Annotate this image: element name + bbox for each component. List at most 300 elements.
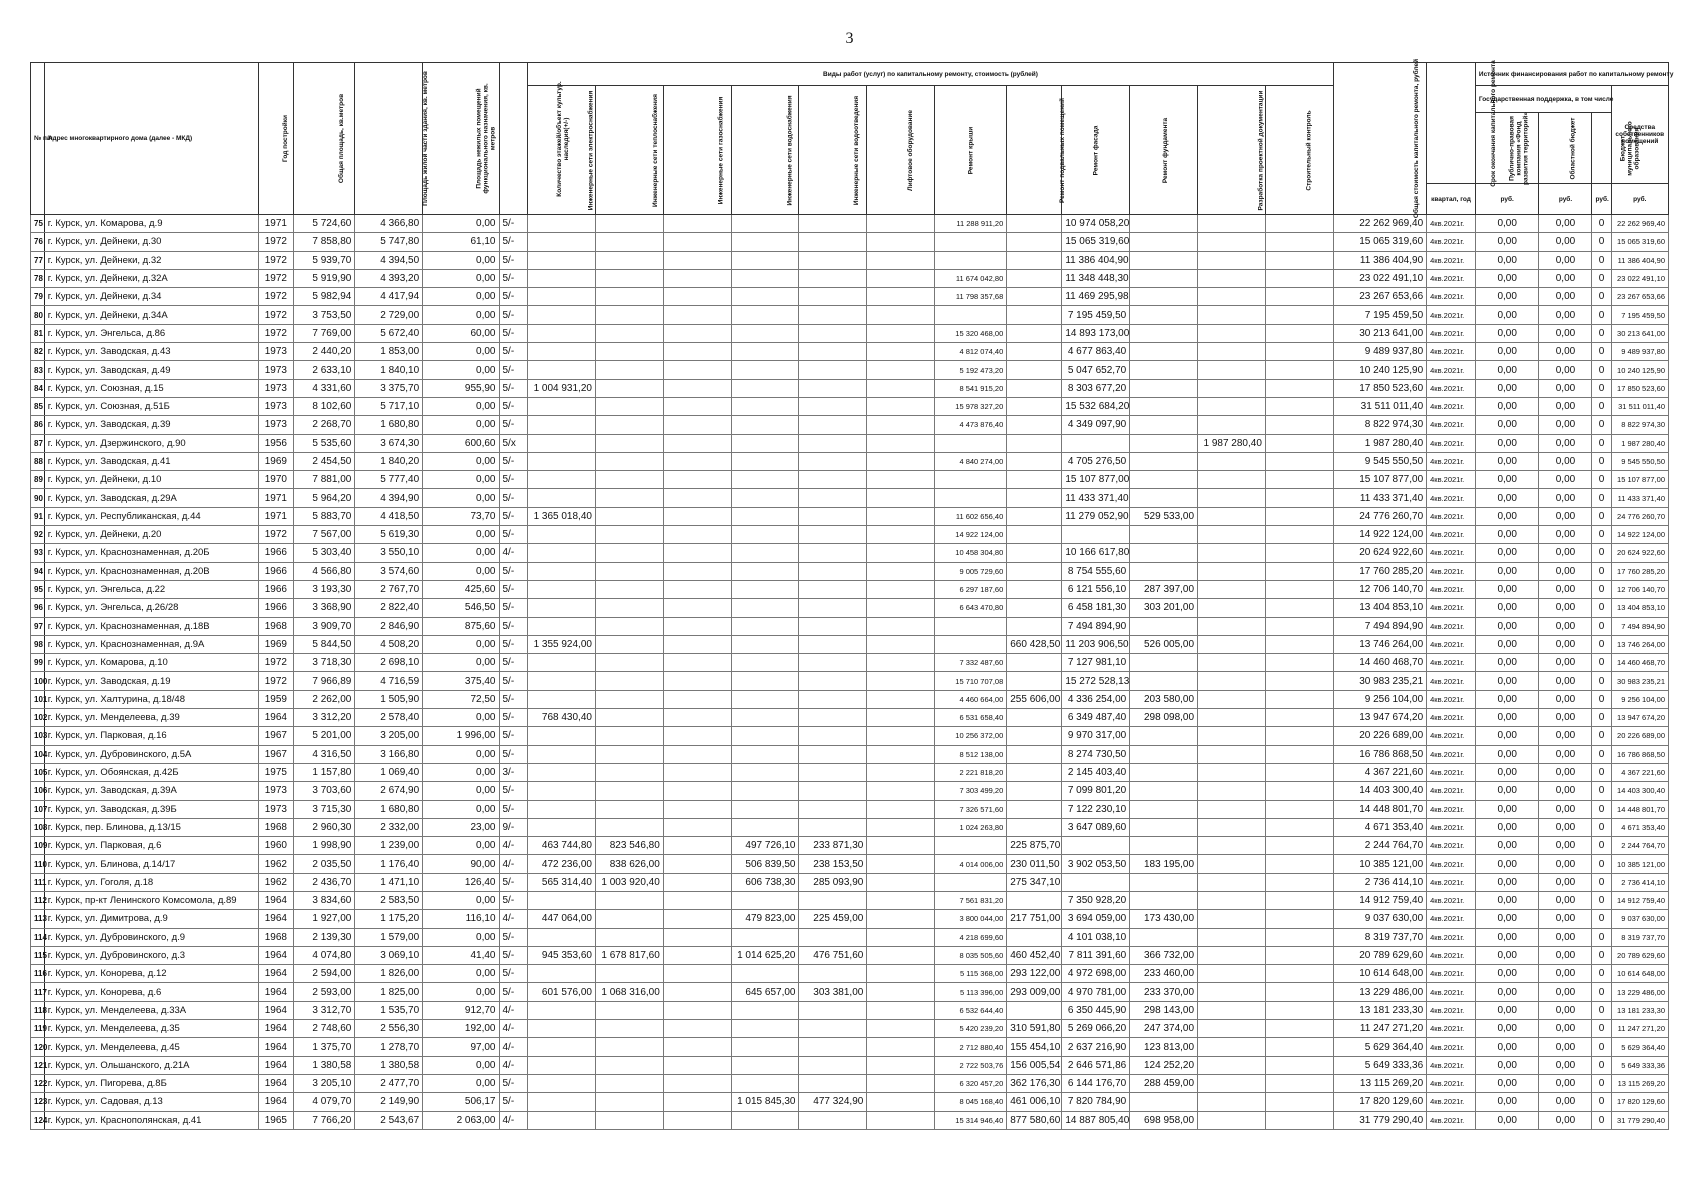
cell-addr: г. Курск, ул. Блинова, д.14/17 [44, 855, 258, 873]
cell-living: 1 826,00 [355, 965, 423, 983]
cell-obl: 0,00 [1539, 343, 1592, 361]
cell-mun: 0 [1592, 599, 1611, 617]
cell-lift [867, 562, 935, 580]
cell-fund: 0,00 [1475, 690, 1539, 708]
cell-own: 17 820 129,60 [1611, 1093, 1668, 1111]
cell-gas [663, 306, 731, 324]
cell-water [731, 1074, 799, 1092]
cell-addr: г. Курск, пр-кт Ленинского Комсомола, д.89 [44, 891, 258, 909]
cell-control [1265, 361, 1333, 379]
cell-year: 1972 [258, 288, 293, 306]
cell-control [1265, 946, 1333, 964]
cell-living: 2 543,67 [355, 1111, 423, 1129]
cell-basement [1007, 562, 1062, 580]
cell-obl: 0,00 [1539, 617, 1592, 635]
cell-elec [528, 526, 596, 544]
table-row [31, 544, 1669, 562]
cell-roof: 5 115 368,00 [935, 965, 1007, 983]
cell-own: 14 460 468,70 [1611, 654, 1668, 672]
cell-design [1198, 635, 1266, 653]
cell-year: 1964 [258, 1038, 293, 1056]
cell-lift [867, 452, 935, 470]
cell-no: 84 [31, 379, 45, 397]
cell-found: 298 098,00 [1130, 709, 1198, 727]
cell-no: 104 [31, 745, 45, 763]
cell-year: 1971 [258, 489, 293, 507]
cell-heat [595, 251, 663, 269]
cell-year: 1964 [258, 983, 293, 1001]
table-row [31, 690, 1669, 708]
cell-nonres: 23,00 [423, 818, 499, 836]
cell-term: 4кв.2021г. [1427, 324, 1476, 342]
cell-total: 5 201,00 [293, 727, 354, 745]
cell-addr: г. Курск, ул. Конорева, д.6 [44, 983, 258, 1001]
cell-obl: 0,00 [1539, 507, 1592, 525]
cell-living: 5 717,10 [355, 397, 423, 415]
cell-elec [528, 489, 596, 507]
cell-control [1265, 672, 1333, 690]
cell-nonres: 73,70 [423, 507, 499, 525]
cell-living: 2 149,90 [355, 1093, 423, 1111]
cell-term: 4кв.2021г. [1427, 306, 1476, 324]
cell-gas [663, 434, 731, 452]
cell-lift [867, 635, 935, 653]
cell-term: 4кв.2021г. [1427, 1111, 1476, 1129]
cell-own: 10 614 648,00 [1611, 965, 1668, 983]
cell-design [1198, 1093, 1266, 1111]
cell-heat [595, 526, 663, 544]
cell-gas [663, 763, 731, 781]
cell-heat [595, 324, 663, 342]
cell-mun: 0 [1592, 397, 1611, 415]
cell-found: 303 201,00 [1130, 599, 1198, 617]
cell-term: 4кв.2021г. [1427, 452, 1476, 470]
cell-floors: 5/- [499, 489, 528, 507]
cell-floors: 5/- [499, 452, 528, 470]
cell-addr: г. Курск, ул. Дзержинского, д.90 [44, 434, 258, 452]
cell-nonres: 1 996,00 [423, 727, 499, 745]
cell-sum: 17 760 285,20 [1333, 562, 1426, 580]
cell-year: 1973 [258, 800, 293, 818]
cell-found [1130, 416, 1198, 434]
cell-sewer [799, 544, 867, 562]
cell-found [1130, 379, 1198, 397]
cell-control [1265, 1111, 1333, 1129]
cell-mun: 0 [1592, 709, 1611, 727]
cell-nonres: 0,00 [423, 361, 499, 379]
cell-lift [867, 763, 935, 781]
unit-owners: руб. [1611, 184, 1668, 215]
cell-addr: г. Курск, ул. Заводская, д.43 [44, 343, 258, 361]
cell-fund: 0,00 [1475, 928, 1539, 946]
cell-found [1130, 471, 1198, 489]
cell-floors: 5/- [499, 379, 528, 397]
cell-control [1265, 562, 1333, 580]
cell-term: 4кв.2021г. [1427, 763, 1476, 781]
cell-own: 23 022 491,10 [1611, 269, 1668, 287]
cell-sewer [799, 1074, 867, 1092]
cell-lift [867, 434, 935, 452]
cell-no: 100 [31, 672, 45, 690]
cell-total: 2 593,00 [293, 983, 354, 1001]
cell-term: 4кв.2021г. [1427, 233, 1476, 251]
cell-term: 4кв.2021г. [1427, 709, 1476, 727]
cell-term: 4кв.2021г. [1427, 837, 1476, 855]
cell-found [1130, 928, 1198, 946]
cell-water [731, 343, 799, 361]
cell-mun: 0 [1592, 1020, 1611, 1038]
cell-fund: 0,00 [1475, 544, 1539, 562]
cell-nonres: 97,00 [423, 1038, 499, 1056]
cell-control [1265, 1038, 1333, 1056]
cell-living: 2 729,00 [355, 306, 423, 324]
col-floors: Количество этажей/объект культур. наследия(+/-) [555, 80, 570, 197]
cell-living: 2 674,90 [355, 782, 423, 800]
cell-facade: 11 279 052,90 [1062, 507, 1130, 525]
cell-lift [867, 855, 935, 873]
cell-year: 1971 [258, 215, 293, 233]
cell-found [1130, 891, 1198, 909]
cell-mun: 0 [1592, 489, 1611, 507]
cell-elec [528, 361, 596, 379]
cell-own: 5 629 364,40 [1611, 1038, 1668, 1056]
table-row [31, 910, 1669, 928]
table-row [31, 1038, 1669, 1056]
cell-year: 1968 [258, 818, 293, 836]
cell-living: 1 505,90 [355, 690, 423, 708]
cell-elec [528, 324, 596, 342]
cell-design [1198, 507, 1266, 525]
cell-term: 4кв.2021г. [1427, 489, 1476, 507]
cell-lift [867, 306, 935, 324]
cell-elec [528, 654, 596, 672]
cell-control [1265, 452, 1333, 470]
cell-mun: 0 [1592, 1111, 1611, 1129]
cell-total: 1 375,70 [293, 1038, 354, 1056]
cell-sewer [799, 654, 867, 672]
cell-facade: 2 637 216,90 [1062, 1038, 1130, 1056]
cell-addr: г. Курск, ул. Дейнеки, д.32А [44, 269, 258, 287]
cell-own: 16 786 868,50 [1611, 745, 1668, 763]
cell-heat [595, 617, 663, 635]
cell-found: 698 958,00 [1130, 1111, 1198, 1129]
cell-own: 23 267 653,66 [1611, 288, 1668, 306]
cell-roof: 11 674 042,80 [935, 269, 1007, 287]
cell-lift [867, 580, 935, 598]
cell-addr: г. Курск, ул. Менделеева, д.39 [44, 709, 258, 727]
cell-basement [1007, 928, 1062, 946]
cell-elec [528, 416, 596, 434]
cell-own: 13 947 674,20 [1611, 709, 1668, 727]
cell-sum: 13 746 264,00 [1333, 635, 1426, 653]
cell-facade: 7 811 391,60 [1062, 946, 1130, 964]
cell-nonres: 60,00 [423, 324, 499, 342]
cell-facade: 11 433 371,40 [1062, 489, 1130, 507]
cell-fund: 0,00 [1475, 452, 1539, 470]
cell-found [1130, 526, 1198, 544]
cell-living: 2 578,40 [355, 709, 423, 727]
cell-floors: 4/- [499, 1111, 528, 1129]
cell-floors: 5/- [499, 306, 528, 324]
cell-lift [867, 654, 935, 672]
cell-gas [663, 215, 731, 233]
cell-addr: г. Курск, ул. Энгельса, д.86 [44, 324, 258, 342]
cell-sewer: 476 751,60 [799, 946, 867, 964]
cell-term: 4кв.2021г. [1427, 873, 1476, 891]
cell-living: 3 205,00 [355, 727, 423, 745]
cell-term: 4кв.2021г. [1427, 1001, 1476, 1019]
table-row [31, 837, 1669, 855]
cell-addr: г. Курск, пер. Блинова, д.13/15 [44, 818, 258, 836]
cell-own: 13 404 853,10 [1611, 599, 1668, 617]
cell-lift [867, 251, 935, 269]
cell-addr: г. Курск, ул. Союзная, д.51Б [44, 397, 258, 415]
cell-roof: 14 922 124,00 [935, 526, 1007, 544]
col-work-heat: Инженерные сети теплоснабжения [651, 93, 659, 207]
cell-basement [1007, 617, 1062, 635]
cell-elec: 472 236,00 [528, 855, 596, 873]
cell-elec [528, 215, 596, 233]
cell-year: 1962 [258, 873, 293, 891]
cell-roof [935, 837, 1007, 855]
cell-addr: г. Курск, ул. Краснознаменная, д.20В [44, 562, 258, 580]
cell-elec: 945 353,60 [528, 946, 596, 964]
cell-addr: г. Курск, ул. Краснознаменная, д.18В [44, 617, 258, 635]
cell-facade: 8 754 555,60 [1062, 562, 1130, 580]
cell-own: 11 247 271,20 [1611, 1020, 1668, 1038]
cell-no: 101 [31, 690, 45, 708]
cell-design [1198, 1001, 1266, 1019]
cell-nonres: 0,00 [423, 635, 499, 653]
cell-fund: 0,00 [1475, 269, 1539, 287]
col-living-area: Площадь жилой части здания, кв. метров [422, 71, 430, 206]
cell-water [731, 1056, 799, 1074]
cell-lift [867, 599, 935, 617]
cell-obl: 0,00 [1539, 965, 1592, 983]
cell-gas [663, 928, 731, 946]
cell-floors: 5/- [499, 690, 528, 708]
cell-found [1130, 361, 1198, 379]
cell-found: 233 460,00 [1130, 965, 1198, 983]
cell-control [1265, 215, 1333, 233]
cell-fund: 0,00 [1475, 818, 1539, 836]
cell-roof: 15 710 707,08 [935, 672, 1007, 690]
cell-gas [663, 1074, 731, 1092]
cell-year: 1956 [258, 434, 293, 452]
cell-roof [935, 306, 1007, 324]
cell-facade: 11 203 906,50 [1062, 635, 1130, 653]
cell-mun: 0 [1592, 324, 1611, 342]
table-row [31, 891, 1669, 909]
cell-lift [867, 672, 935, 690]
cell-sewer [799, 562, 867, 580]
cell-elec: 447 064,00 [528, 910, 596, 928]
cell-control [1265, 288, 1333, 306]
cell-found [1130, 617, 1198, 635]
cell-gas [663, 379, 731, 397]
cell-floors: 4/- [499, 910, 528, 928]
cell-elec [528, 745, 596, 763]
cell-own: 13 115 269,20 [1611, 1074, 1668, 1092]
cell-nonres: 0,00 [423, 288, 499, 306]
cell-mun: 0 [1592, 306, 1611, 324]
cell-fund: 0,00 [1475, 709, 1539, 727]
cell-nonres: 0,00 [423, 928, 499, 946]
repair-register-table [30, 58, 1674, 1130]
cell-design [1198, 837, 1266, 855]
cell-design [1198, 709, 1266, 727]
cell-own: 14 448 801,70 [1611, 800, 1668, 818]
cell-own: 2 244 764,70 [1611, 837, 1668, 855]
cell-fund: 0,00 [1475, 1074, 1539, 1092]
cell-water: 479 823,00 [731, 910, 799, 928]
cell-roof [935, 635, 1007, 653]
cell-roof: 4 473 876,40 [935, 416, 1007, 434]
cell-nonres: 955,90 [423, 379, 499, 397]
cell-facade: 3 902 053,50 [1062, 855, 1130, 873]
cell-year: 1966 [258, 544, 293, 562]
cell-basement [1007, 379, 1062, 397]
cell-found [1130, 269, 1198, 287]
cell-own: 4 367 221,60 [1611, 763, 1668, 781]
cell-mun: 0 [1592, 983, 1611, 1001]
cell-gas [663, 361, 731, 379]
cell-own: 14 403 300,40 [1611, 782, 1668, 800]
cell-facade: 7 195 459,50 [1062, 306, 1130, 324]
cell-living: 1 471,10 [355, 873, 423, 891]
cell-total: 7 966,89 [293, 672, 354, 690]
cell-obl: 0,00 [1539, 361, 1592, 379]
cell-term: 4кв.2021г. [1427, 1093, 1476, 1111]
cell-elec [528, 251, 596, 269]
cell-control [1265, 434, 1333, 452]
cell-year: 1964 [258, 1056, 293, 1074]
cell-floors: 5/- [499, 361, 528, 379]
cell-design [1198, 233, 1266, 251]
cell-mun: 0 [1592, 635, 1611, 653]
cell-design [1198, 910, 1266, 928]
cell-fund: 0,00 [1475, 526, 1539, 544]
cell-nonres: 0,00 [423, 983, 499, 1001]
cell-heat [595, 782, 663, 800]
cell-living: 1 853,00 [355, 343, 423, 361]
cell-gas [663, 818, 731, 836]
unit-regional: руб. [1539, 184, 1592, 215]
cell-mun: 0 [1592, 910, 1611, 928]
cell-design [1198, 1056, 1266, 1074]
cell-floors: 4/- [499, 1038, 528, 1056]
cell-lift [867, 782, 935, 800]
cell-control [1265, 654, 1333, 672]
cell-floors: 5/- [499, 215, 528, 233]
cell-heat [595, 1020, 663, 1038]
cell-facade: 4 677 863,40 [1062, 343, 1130, 361]
cell-total: 3 312,70 [293, 1001, 354, 1019]
cell-design [1198, 526, 1266, 544]
cell-total: 4 079,70 [293, 1093, 354, 1111]
cell-own: 5 649 333,36 [1611, 1056, 1668, 1074]
cell-lift [867, 215, 935, 233]
cell-term: 4кв.2021г. [1427, 1074, 1476, 1092]
cell-heat [595, 1093, 663, 1111]
cell-sewer [799, 1001, 867, 1019]
cell-mun: 0 [1592, 1001, 1611, 1019]
cell-sewer: 233 871,30 [799, 837, 867, 855]
cell-total: 7 567,00 [293, 526, 354, 544]
cell-water [731, 306, 799, 324]
table-row [31, 324, 1669, 342]
cell-obl: 0,00 [1539, 1093, 1592, 1111]
cell-total: 3 834,60 [293, 891, 354, 909]
cell-total: 7 881,00 [293, 471, 354, 489]
cell-own: 12 706 140,70 [1611, 580, 1668, 598]
cell-total: 3 715,30 [293, 800, 354, 818]
table-row [31, 1001, 1669, 1019]
cell-total: 5 844,50 [293, 635, 354, 653]
cell-heat [595, 544, 663, 562]
cell-gas [663, 1111, 731, 1129]
cell-own: 17 760 285,20 [1611, 562, 1668, 580]
cell-sum: 23 267 653,66 [1333, 288, 1426, 306]
cell-living: 1 840,10 [355, 361, 423, 379]
cell-nonres: 0,00 [423, 1056, 499, 1074]
cell-water [731, 782, 799, 800]
cell-obl: 0,00 [1539, 379, 1592, 397]
cell-gas [663, 233, 731, 251]
cell-facade: 2 646 571,86 [1062, 1056, 1130, 1074]
cell-living: 4 393,20 [355, 269, 423, 287]
cell-sewer [799, 215, 867, 233]
table-row [31, 562, 1669, 580]
cell-water: 606 738,30 [731, 873, 799, 891]
cell-sewer [799, 763, 867, 781]
cell-gas [663, 1020, 731, 1038]
cell-own: 30 213 641,00 [1611, 324, 1668, 342]
cell-obl: 0,00 [1539, 562, 1592, 580]
cell-control [1265, 251, 1333, 269]
cell-obl: 0,00 [1539, 891, 1592, 909]
cell-no: 109 [31, 837, 45, 855]
cell-found: 123 813,00 [1130, 1038, 1198, 1056]
cell-lift [867, 745, 935, 763]
cell-no: 124 [31, 1111, 45, 1129]
cell-obl: 0,00 [1539, 324, 1592, 342]
cell-roof: 7 561 831,20 [935, 891, 1007, 909]
cell-basement: 461 006,10 [1007, 1093, 1062, 1111]
cell-basement [1007, 580, 1062, 598]
cell-elec [528, 1074, 596, 1092]
table-row [31, 782, 1669, 800]
cell-year: 1973 [258, 416, 293, 434]
cell-water [731, 800, 799, 818]
cell-total: 7 766,20 [293, 1111, 354, 1129]
cell-total: 4 074,80 [293, 946, 354, 964]
cell-roof: 7 303 499,20 [935, 782, 1007, 800]
cell-gas [663, 983, 731, 1001]
table-row [31, 507, 1669, 525]
cell-sum: 5 649 333,36 [1333, 1056, 1426, 1074]
cell-found: 233 370,00 [1130, 983, 1198, 1001]
cell-total: 2 436,70 [293, 873, 354, 891]
page-number: 3 [845, 30, 854, 47]
cell-gas [663, 709, 731, 727]
cell-own: 4 671 353,40 [1611, 818, 1668, 836]
cell-lift [867, 800, 935, 818]
cell-facade [1062, 434, 1130, 452]
cell-gas [663, 654, 731, 672]
cell-heat [595, 599, 663, 617]
cell-sum: 12 706 140,70 [1333, 580, 1426, 598]
